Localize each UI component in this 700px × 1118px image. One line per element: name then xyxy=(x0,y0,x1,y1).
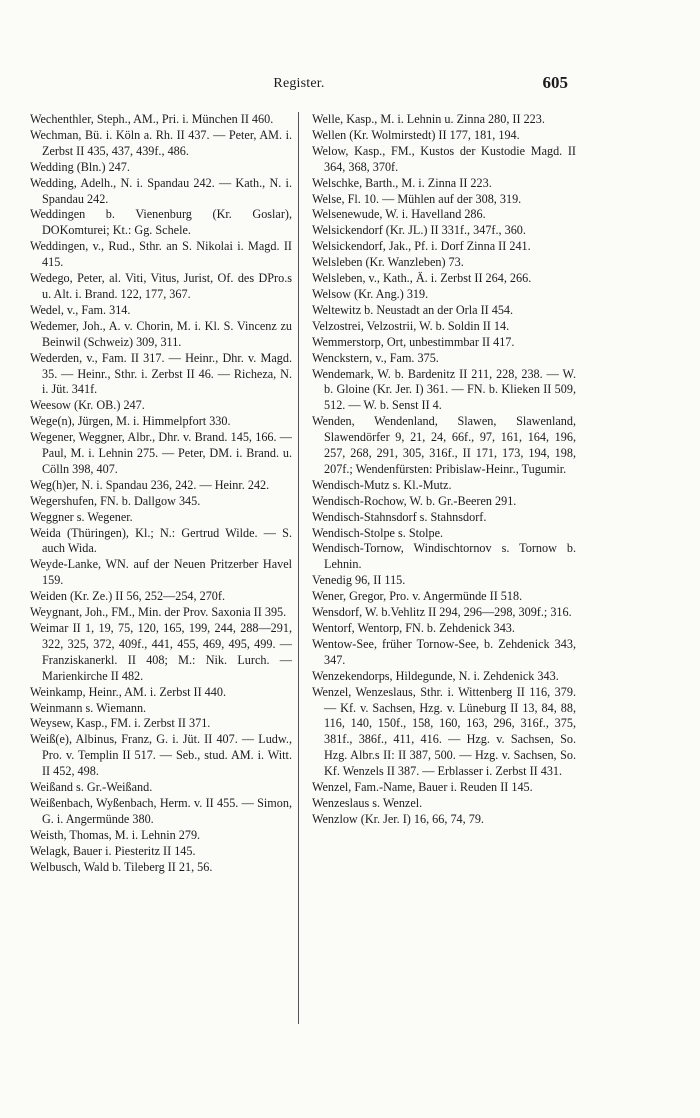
index-entry: Welsow (Kr. Ang.) 319. xyxy=(312,286,429,301)
page-header xyxy=(30,73,568,100)
index-entry: Welsickendorf (Kr. JL.) II 331f., 347f., 360. xyxy=(312,223,526,238)
index-entry: Wechenthler, Steph., AM., Pri. i. München II 460. xyxy=(30,112,274,126)
index-entry: Venedig 96, II 115. xyxy=(312,573,406,588)
index-entry: Wendisch-Tornow, Windischtornov s. Tornow b. Lehnin. xyxy=(312,541,576,572)
index-entry: Wege(n), Jürgen, M. i. Himmelpfort 330. xyxy=(30,414,231,429)
index-column-right xyxy=(312,112,576,828)
index-entry: Welsenewude, W. i. Havelland 286. xyxy=(312,207,486,222)
index-entry: Wenzeslaus s. Wenzel. xyxy=(312,795,423,810)
index-entry: Weimar II 1, 19, 75, 120, 165, 199, 244, 288—291, 322, 325, 372, 409f., 441, 455, 469, 495, 499. — Franziskanerkl. II 408; M.: Nik. Lurch. — Marienkirche II 482. xyxy=(30,621,292,683)
index-entry: Weygnant, Joh., FM., Min. der Prov. Saxonia II 395. xyxy=(30,605,287,620)
index-entry: Wenzekendorps, Hildegunde, N. i. Zehdenick 343. xyxy=(312,668,559,683)
index-entry: Weddingen b. Vienenburg (Kr. Goslar), DOKomturei; Kt.: Gg. Schele. xyxy=(30,207,292,238)
column-divider xyxy=(298,112,299,1024)
index-entry: Wemmerstorp, Ort, unbestimmbar II 417. xyxy=(312,334,515,349)
index-entry: Wentorf, Wentorp, FN. b. Zehdenick 343. xyxy=(312,621,515,635)
index-entry: Weysew, Kasp., FM. i. Zerbst II 371. xyxy=(30,716,211,731)
index-entry: Wenden, Wendenland, Slawen, Slawenland, Slawendörfer 9, 21, 24, 66f., 97, 161, 164, 196, 257, 268, 291, 305, 316f., II 171, 173, 194, 198, 207f.; Wendenfürsten: Pribislaw-Heinr., Tugumir. xyxy=(312,414,576,476)
index-entry: Wendisch-Stolpe s. Stolpe. xyxy=(312,525,444,540)
index-entry: Wendemark, W. b. Bardenitz II 211, 228, 238. — W. b. Gloine (Kr. Jer. I) 361. — FN. b. Klieken II 509, 512. — W. b. Senst II 4. xyxy=(312,366,576,413)
index-entry: Wenzel, Fam.-Name, Bauer i. Reuden II 145. xyxy=(312,780,533,795)
index-entry: Welow, Kasp., FM., Kustos der Kustodie Magd. II 364, 368, 370f. xyxy=(312,143,576,174)
index-entry: Weißenbach, Wyßenbach, Herm. v. II 455. — Simon, G. i. Angermünde 380. xyxy=(30,795,292,826)
index-entry: Wederden, v., Fam. II 317. — Heinr., Dhr. v. Magd. 35. — Heinr., Sthr. i. Zerbst II 46. — Richeza, N. i. Jüt. 341f. xyxy=(30,350,292,397)
index-entry: Weida (Thüringen), Kl.; N.: Gertrud Wilde. — S. auch Wida. xyxy=(30,525,292,556)
index-entry: Wenzlow (Kr. Jer. I) 16, 66, 74, 79. xyxy=(312,811,484,826)
running-title: Register. xyxy=(273,76,325,91)
index-entry: Wedel, v., Fam. 314. xyxy=(30,302,131,317)
index-entry: Wegener, Weggner, Albr., Dhr. v. Brand. 145, 166. — Paul, M. i. Lehnin 275. — Peter, DM. i. Brand. u. Cölln 398, 407. xyxy=(30,430,292,476)
index-entry: Welsleben (Kr. Wanzleben) 73. xyxy=(312,255,464,270)
index-entry: Wendisch-Stahnsdorf s. Stahnsdorf. xyxy=(312,509,487,524)
index-entry: Weddingen, v., Rud., Sthr. an S. Nikolai i. Magd. II 415. xyxy=(30,239,292,270)
index-entry: Welsleben, v., Kath., Ä. i. Zerbst II 264, 266. xyxy=(312,271,532,286)
index-entry: Weyde-Lanke, WN. auf der Neuen Pritzerber Havel 159. xyxy=(30,557,292,588)
index-entry: Weinmann s. Wiemann. xyxy=(30,700,147,715)
index-column-left xyxy=(30,112,292,876)
index-entry: Velzostrei, Velzostrii, W. b. Soldin II 14. xyxy=(312,318,510,333)
index-entry: Wenckstern, v., Fam. 375. xyxy=(312,350,439,365)
index-entry: Wendisch-Mutz s. Kl.-Mutz. xyxy=(312,477,452,492)
index-entry: Welschke, Barth., M. i. Zinna II 223. xyxy=(312,175,492,190)
index-entry: Wegershufen, FN. b. Dallgow 345. xyxy=(30,493,201,508)
index-entry: Wentow-See, früher Tornow-See, b. Zehdenick 343, 347. xyxy=(312,636,576,667)
index-entry: Weinkamp, Heinr., AM. i. Zerbst II 440. xyxy=(30,684,227,699)
page-number: 605 xyxy=(542,73,568,92)
index-entry: Weisth, Thomas, M. i. Lehnin 279. xyxy=(30,827,201,842)
index-entry: Wedemer, Joh., A. v. Chorin, M. i. Kl. S. Vincenz zu Beinwil (Schweiz) 309, 311. xyxy=(30,318,292,349)
index-entry: Wedding (Bln.) 247. xyxy=(30,159,130,174)
index-entry: Weiden (Kr. Ze.) II 56, 252—254, 270f. xyxy=(30,589,225,604)
index-entry: Wechman, Bü. i. Köln a. Rh. II 437. — Peter, AM. i. Zerbst II 435, 437, 439f., 486. xyxy=(30,127,292,158)
index-entry: Welle, Kasp., M. i. Lehnin u. Zinna 280, II 223. xyxy=(312,112,545,126)
index-entry: Wedego, Peter, al. Viti, Vitus, Jurist, Of. des DPro.s u. Alt. i. Brand. 122, 177, 367. xyxy=(30,271,292,301)
index-entry: Welagk, Bauer i. Piesteritz II 145. xyxy=(30,843,196,858)
index-entry: Weg(h)er, N. i. Spandau 236, 242. — Heinr. 242. xyxy=(30,477,270,492)
index-entry: Weesow (Kr. OB.) 247. xyxy=(30,398,145,413)
index-entry: Welse, Fl. 10. — Mühlen auf der 308, 319. xyxy=(312,191,522,206)
index-entry: Weggner s. Wegener. xyxy=(30,509,133,524)
index-entry: Weißand s. Gr.-Weißand. xyxy=(30,780,153,795)
index-entry: Wendisch-Rochow, W. b. Gr.-Beeren 291. xyxy=(312,493,517,508)
index-entry: Welbusch, Wald b. Tileberg II 21, 56. xyxy=(30,859,213,874)
index-entry: Wellen (Kr. Wolmirstedt) II 177, 181, 194. xyxy=(312,127,520,142)
index-entry: Wedding, Adelh., N. i. Spandau 242. — Kath., N. i. Spandau 242. xyxy=(30,175,292,206)
index-entry: Weiß(e), Albinus, Franz, G. i. Jüt. II 407. — Ludw., Pro. v. Templin II 517. — Seb., stud. AM. i. Witt. II 452, 498. xyxy=(30,732,292,779)
index-entry: Wener, Gregor, Pro. v. Angermünde II 518. xyxy=(312,589,523,604)
index-entry: Wenzel, Wenzeslaus, Sthr. i. Wittenberg II 116, 379. — Kf. v. Sachsen, Hzg. v. Lüneburg II 13, 84, 88, 116, 140, 150f., 158, 160, 163, 296, 316f., 375, 381f., 386f., 411, 416. — Hzg. v. Sachsen, So. Hzg. Albr.s II: II 387, 500. — Hzg. v. Sachsen, So. Kf. Wenzels II 387. — Erblasser i. Zerbst II 431. xyxy=(312,684,576,779)
index-entry: Welsickendorf, Jak., Pf. i. Dorf Zinna II 241. xyxy=(312,239,531,254)
index-entry: Wensdorf, W. b.Vehlitz II 294, 296—298, 309f.; 316. xyxy=(312,605,572,620)
index-entry: Weltewitz b. Neustadt an der Orla II 454. xyxy=(312,302,514,317)
